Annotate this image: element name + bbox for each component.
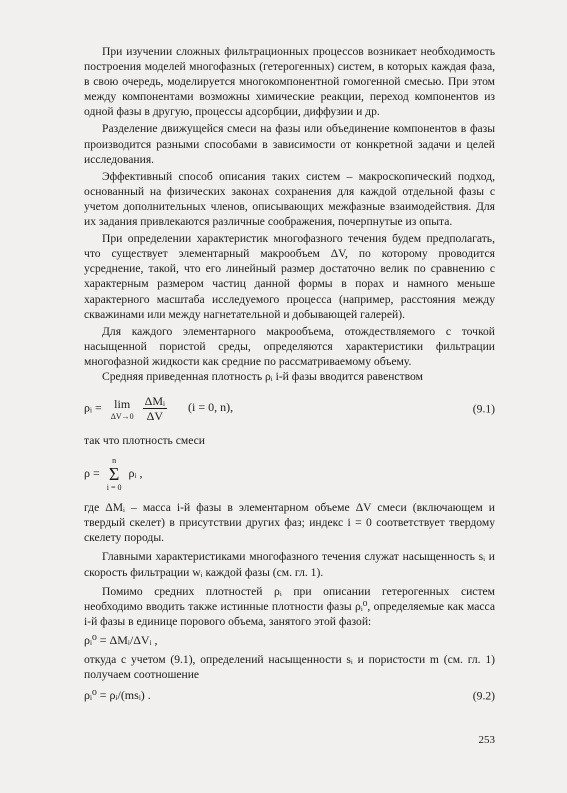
eq1-limit (111, 397, 134, 421)
paragraph-phase-separation: Разделение движущейся смеси на фазы или объединение компонентов в фазы производится разными способами в зависимости от конкретной задачи и целей исследования. (84, 122, 495, 166)
sigma-symbol: Σ (108, 464, 120, 485)
eq1-range: (i = 0, n), (188, 400, 234, 415)
eq1-fraction (143, 394, 167, 423)
eq1-lim-sub: ΔV→0 (110, 411, 134, 421)
paragraph-density-intro: Средняя приведенная плотность ρᵢ i-й фазы вводится равенством (102, 369, 423, 383)
eq4-number: (9.2) (472, 689, 495, 703)
eq1-lim-word: lim (114, 396, 131, 411)
eq1-number: (9.1) (472, 402, 495, 416)
eq3-body: ρᵢ⁰ = ΔMᵢ/ΔVᵢ , (84, 632, 158, 647)
paragraph-main-characteristics: Главными характеристиками многофазного течения служат насыщенность sᵢ и скорость фильтрации wᵢ каждой фазы (см. гл. 1). (84, 550, 495, 579)
paragraph-mass-definition: где ΔMᵢ – масса i-й фазы в элементарном объеме ΔV смеси (включающем и твердый скелет) в присутствии других фаз; индекс i = 0 соответствует твердому скелету породы. (84, 501, 495, 545)
equation-mixture-density (84, 456, 495, 492)
eq1-lhs: ρᵢ = (84, 400, 102, 415)
eq4-body: ρᵢ⁰ = ρᵢ/(msᵢ) . (84, 688, 151, 703)
eq1-numerator: ΔMᵢ (144, 394, 165, 409)
equation-9-1 (84, 394, 495, 423)
page-number: 253 (478, 734, 495, 746)
equation-true-density (84, 633, 495, 648)
eq1-denominator: ΔV (146, 409, 164, 424)
paragraph-true-density: Помимо средних плотностей ρᵢ при описании гетерогенных систем необходимо вводить также истинные плотности фазы ρᵢ⁰, определяемые как масса i-й фазы в единице порового объема, занятого этой фазой: (84, 584, 495, 628)
eq2-sum (107, 456, 122, 492)
paragraph-intro: При изучении сложных фильтрационных процессов возникает необходимость построения моделей многофазных (гетерогенных) систем, в которых каждая фаза, в свою очередь, моделируется многокомпонентной гомогенной смесью. При этом между компонентами возможны химические реакции, переход компонентов из одной фазы в другую, процессы адсорбции, диффузии и др. (84, 45, 495, 119)
paragraph-elementary-volume: При определении характеристик многофазного течения будем предполагать, что существует элементарный макрообъем ΔV, по которому проводится усреднение, такой, что его линейный размер достаточно велик по сравнению с характерным размером частиц данной формы в порах и намного меньше характерного масштаба исследуемого процесса (например, расстояния между скважинами или между нагнетательной и добывающей галерей). (84, 232, 495, 321)
paragraph-mixture-density: так что плотность смеси (84, 434, 205, 448)
paragraph-relation: откуда с учетом (9.1), определений насыщенности sᵢ и пористости m (см. гл. 1) получаем соотношение (84, 652, 495, 681)
equation-9-2 (84, 688, 495, 703)
eq2-rhs: ρᵢ , (128, 465, 143, 480)
eq2-sum-bottom: i = 0 (106, 483, 122, 493)
paragraph-macroscopic-approach: Эффективный способ описания таких систем – макроскопический подход, основанный на физических законах сохранения для каждой отдельной фазы с учетом дополнительных членов, описывающих межфазные взаимодействия. Для их задания привлекаются различные соображения, почерпнутые из опыта. (84, 169, 495, 229)
paragraph-averaging: Для каждого элементарного макрообъема, отождествляемого с точкой насыщенной пористой среды, определяются характеристики фильтрации многофазной жидкости как средние по рассматриваемому объему. (84, 324, 495, 368)
eq2-sum-top: n (112, 456, 117, 466)
eq2-lhs: ρ = (84, 465, 100, 480)
